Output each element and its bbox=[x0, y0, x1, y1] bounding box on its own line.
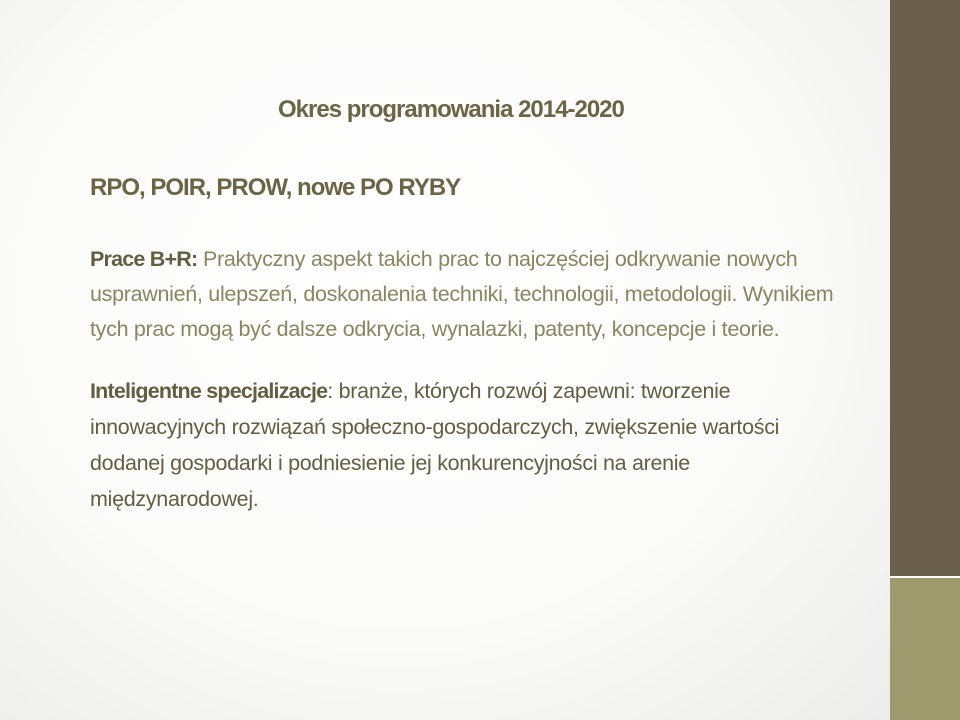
slide-subtitle: RPO, POIR, PROW, nowe PO RYBY bbox=[90, 174, 461, 201]
paragraph-research bbox=[90, 242, 850, 347]
paragraph-research-lead: Prace B+R: bbox=[90, 247, 198, 271]
slide-title: Okres programowania 2014-2020 bbox=[278, 96, 624, 123]
paragraph-smart-specializations bbox=[90, 373, 830, 517]
paragraph-smart-specializations-text: : branże, których rozwój zapewni: tworzenie innowacyjnych rozwiązań społeczno-gospodarczych, zwiększenie wartości dodanej gospodarki i podniesienie jej konkurencyjności na arenie międzynarodowej. bbox=[90, 379, 780, 511]
paragraph-research-text: Praktyczny aspekt takich prac to najczęściej odkrywanie nowych usprawnień, ulepszeń, doskonalenia techniki, technologii, metodologii. Wynikiem tych prac mogą być dalsze odkrycia, wynalazki, patenty, koncepcje i teorie. bbox=[90, 247, 834, 341]
side-band-dark bbox=[890, 0, 960, 578]
slide-content bbox=[90, 92, 860, 517]
side-band-light bbox=[890, 578, 960, 720]
paragraph-smart-specializations-lead: Inteligentne specjalizacje bbox=[90, 379, 328, 403]
